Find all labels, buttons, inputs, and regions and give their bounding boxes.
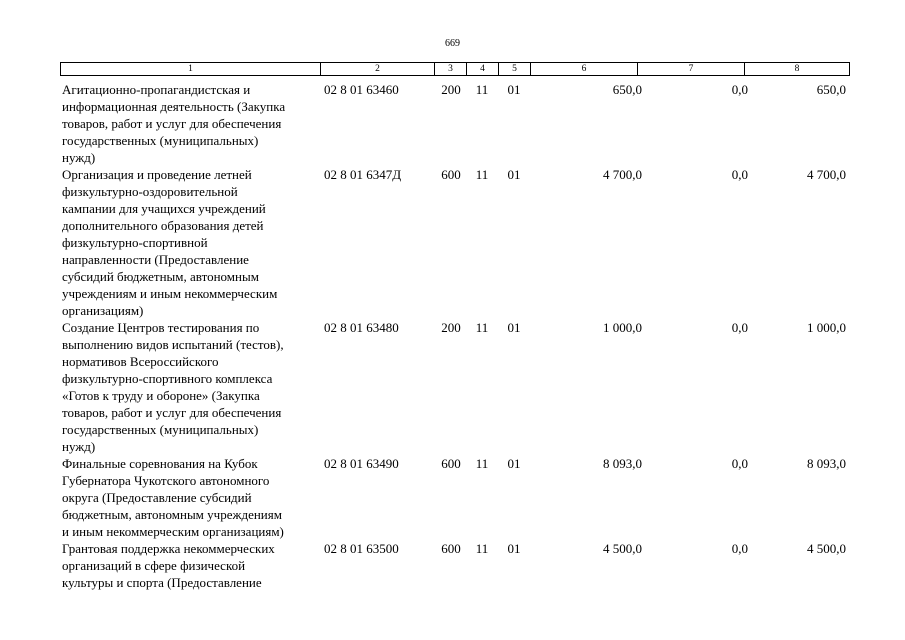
row-value-2-cell: 0,0 [731,82,748,97]
row-name-line: государственных (муниципальных) [62,422,259,437]
row-name-line: округа (Предоставление субсидий [62,490,252,505]
row-value-2-cell: 0,0 [731,456,748,471]
row-name-line: физкультурно-оздоровительной [62,184,238,199]
row-value-1-cell: 4 700,0 [603,167,642,182]
header-col-7: 7 [638,63,745,75]
row-section-cell: 11 [475,541,489,556]
row-code-cell: 02 8 01 63500 [324,541,399,556]
table-body [60,81,850,591]
table-header-row [60,62,850,76]
row-name-line: Создание Центров тестирования по [62,320,260,335]
row-name-line: и иным некоммерческим организациям) [62,524,284,539]
row-value-1-cell: 1 000,0 [603,320,642,335]
row-name-line: нужд) [62,439,96,454]
row-name-line: нужд) [62,150,96,165]
row-expense-type-cell: 600 [441,167,461,182]
row-name-line: товаров, работ и услуг для обеспечения [62,405,282,420]
row-name-cell [60,319,322,455]
header-col-5: 5 [499,63,531,75]
row-name-cell [60,455,322,540]
row-section-cell: 11 [475,82,489,97]
row-name-line: информационная деятельность (Закупка [62,99,286,114]
table-row [60,319,850,455]
row-value-3-cell: 4 500,0 [807,541,846,556]
table-row [60,81,850,166]
row-name-line: направленности (Предоставление [62,252,249,267]
header-col-1: 1 [61,63,321,75]
row-name-line: физкультурно-спортивной [62,235,208,250]
row-subsection-cell: 01 [507,320,521,335]
row-name-line: выполнению видов испытаний (тестов), [62,337,284,352]
row-name-line: физкультурно-спортивного комплекса [62,371,273,386]
row-name-line: бюджетным, автономным учреждениям [62,507,282,522]
row-value-3-cell: 650,0 [816,82,846,97]
row-name-line: государственных (муниципальных) [62,133,259,148]
row-subsection-cell: 01 [507,456,521,471]
row-value-1-cell: 4 500,0 [603,541,642,556]
row-value-3-cell: 1 000,0 [807,320,846,335]
row-code-cell: 02 8 01 63490 [324,456,399,471]
row-value-1-cell: 8 093,0 [603,456,642,471]
row-subsection-cell: 01 [507,167,521,182]
header-col-3: 3 [435,63,467,75]
row-name-line: товаров, работ и услуг для обеспечения [62,116,282,131]
table-row [60,540,850,591]
row-section-cell: 11 [475,167,489,182]
table-row [60,166,850,319]
row-name-cell [60,81,322,166]
row-expense-type-cell: 600 [441,456,461,471]
row-name-line: нормативов Всероссийского [62,354,219,369]
row-code-cell: 02 8 01 6347Д [324,167,402,182]
row-name-line: Губернатора Чукотского автономного [62,473,270,488]
row-name-line: учреждениям и иным некоммерческим [62,286,278,301]
row-section-cell: 11 [475,320,489,335]
row-name-line: «Готов к труду и обороне» (Закупка [62,388,260,403]
row-code-cell: 02 8 01 63460 [324,82,399,97]
row-value-2-cell: 0,0 [731,541,748,556]
header-col-8: 8 [794,64,800,74]
row-value-3-cell: 4 700,0 [807,167,846,182]
row-expense-type-cell: 200 [441,320,461,335]
row-section-cell: 11 [475,456,489,471]
row-name-cell [60,166,322,319]
row-name-line: организаций в сфере физической [62,558,246,573]
row-value-2-cell: 0,0 [731,167,748,182]
header-col-4: 4 [467,63,499,75]
row-name-line: Агитационно-пропагандистская и [62,82,251,97]
table-row [60,455,850,540]
row-name-line: организациям) [62,303,144,318]
page-number: 669 [445,38,460,49]
row-name-line: Финальные соревнования на Кубок [62,456,258,471]
row-subsection-cell: 01 [507,82,521,97]
row-name-line: дополнительного образования детей [62,218,264,233]
row-name-line: Грантовая поддержка некоммерческих [62,541,275,556]
row-name-cell [60,540,322,591]
row-value-1-cell: 650,0 [612,82,642,97]
row-name-line: субсидий бюджетным, автономным [62,269,259,284]
row-name-line: кампании для учащихся учреждений [62,201,266,216]
row-subsection-cell: 01 [507,541,521,556]
row-code-cell: 02 8 01 63480 [324,320,399,335]
row-name-line: культуры и спорта (Предоставление [62,575,262,590]
row-expense-type-cell: 600 [441,541,461,556]
header-col-2: 2 [321,63,435,75]
row-name-line: Организация и проведение летней [62,167,252,182]
row-value-3-cell: 8 093,0 [807,456,846,471]
row-value-2-cell: 0,0 [731,320,748,335]
header-col-6: 6 [531,63,638,75]
row-expense-type-cell: 200 [441,82,461,97]
